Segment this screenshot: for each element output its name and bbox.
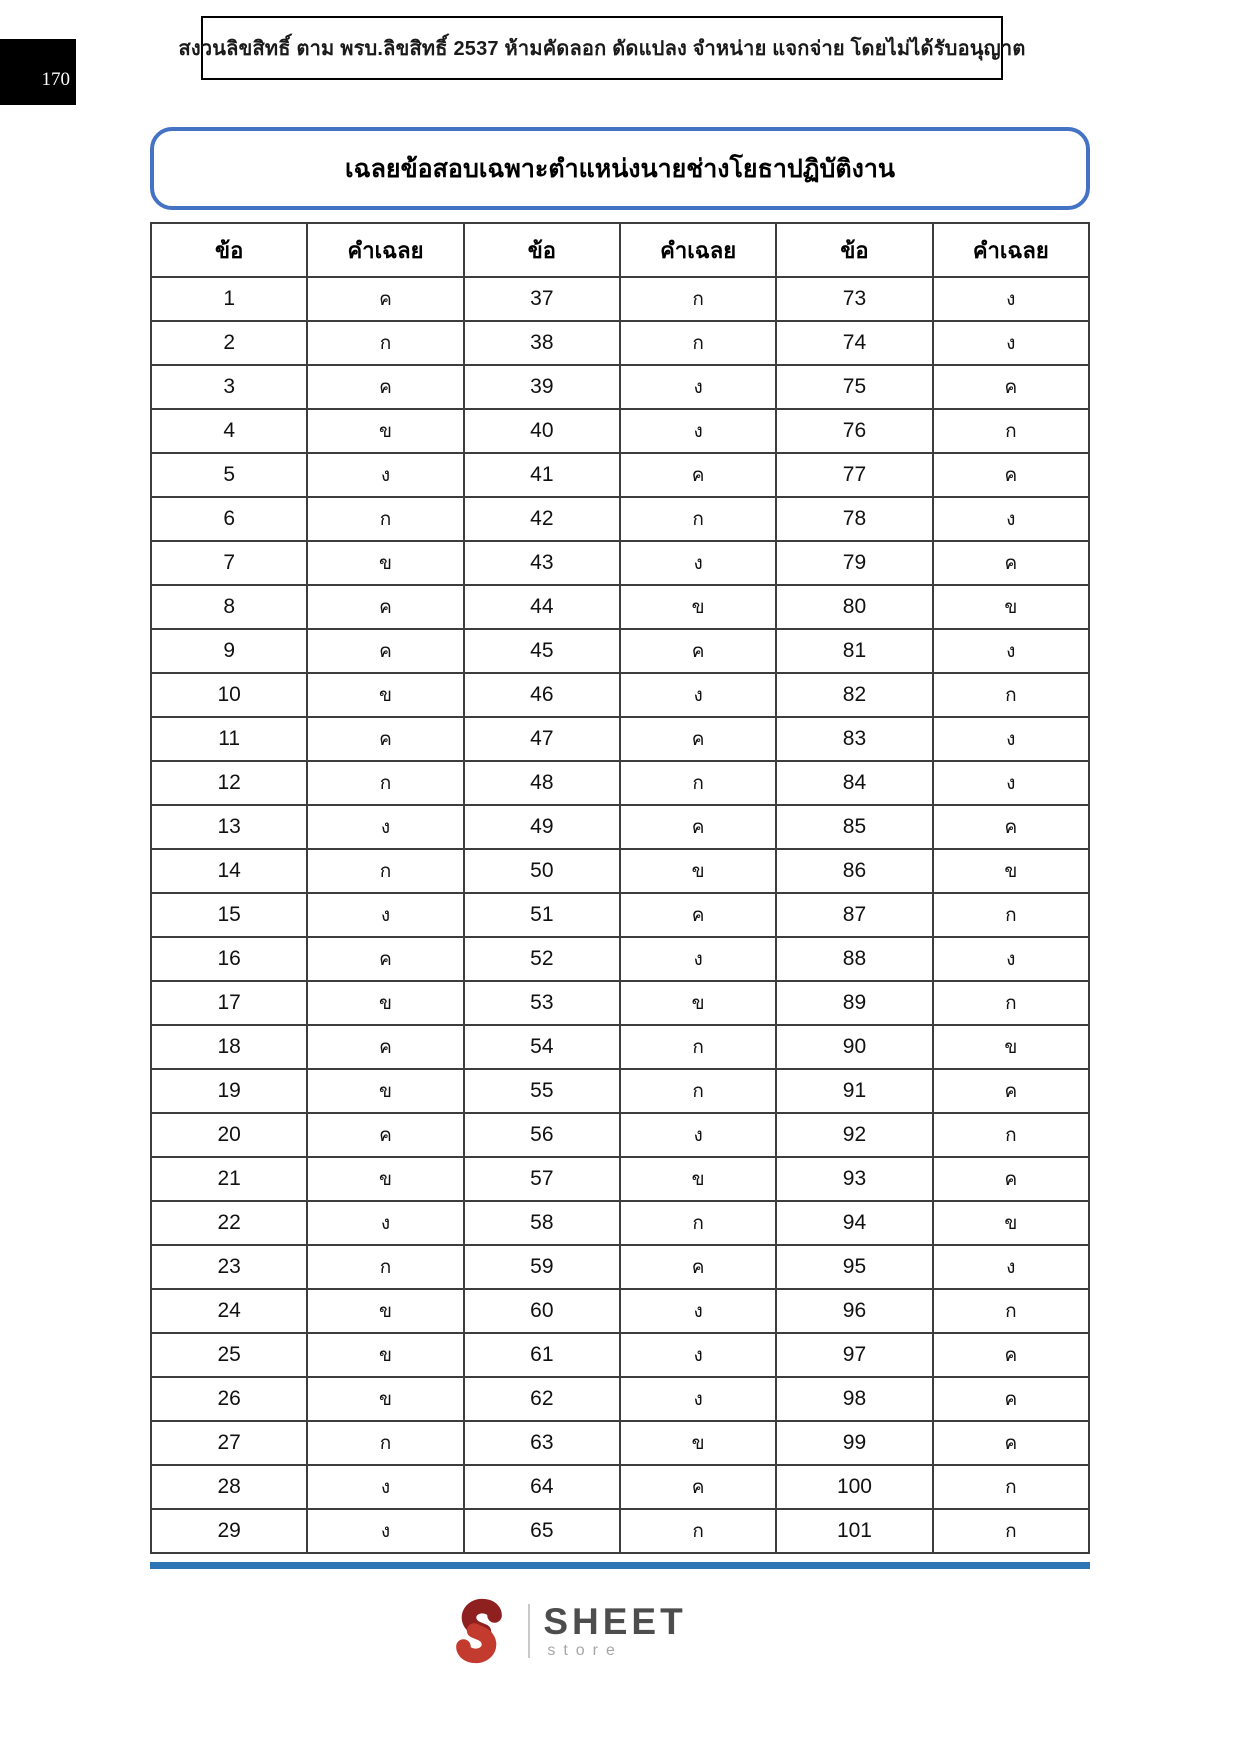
question-cell: 44: [464, 585, 620, 629]
answer-cell: ค: [933, 1333, 1089, 1377]
question-cell: 14: [151, 849, 307, 893]
question-cell: 8: [151, 585, 307, 629]
question-cell: 7: [151, 541, 307, 585]
answer-cell: ค: [933, 1377, 1089, 1421]
table-row: [151, 585, 1089, 629]
question-cell: 82: [776, 673, 932, 717]
question-cell: 5: [151, 453, 307, 497]
table-row: [151, 1245, 1089, 1289]
question-cell: 75: [776, 365, 932, 409]
copyright-notice-box: [178, 16, 1026, 80]
question-cell: 73: [776, 277, 932, 321]
answer-cell: ง: [620, 1377, 776, 1421]
table-row: [151, 1201, 1089, 1245]
question-cell: 92: [776, 1113, 932, 1157]
question-cell: 26: [151, 1377, 307, 1421]
page-title: เฉลยข้อสอบเฉพาะตำแหน่งนายช่างโยธาปฏิบัติงาน: [345, 154, 895, 183]
page-number: 170: [41, 69, 70, 90]
answer-cell: ค: [307, 1025, 463, 1069]
table-row: [151, 1289, 1089, 1333]
answer-cell: ข: [307, 541, 463, 585]
question-cell: 9: [151, 629, 307, 673]
answer-cell: ง: [307, 805, 463, 849]
answer-cell: ข: [933, 849, 1089, 893]
question-cell: 23: [151, 1245, 307, 1289]
answer-cell: ก: [620, 497, 776, 541]
table-row: [151, 1421, 1089, 1465]
table-row: [151, 673, 1089, 717]
answer-cell: ค: [307, 717, 463, 761]
question-cell: 83: [776, 717, 932, 761]
answer-cell: ง: [933, 321, 1089, 365]
question-cell: 98: [776, 1377, 932, 1421]
answer-cell: ง: [307, 1201, 463, 1245]
table-row: [151, 1509, 1089, 1553]
answer-cell: ค: [933, 1421, 1089, 1465]
answer-cell: ก: [307, 761, 463, 805]
question-cell: 49: [464, 805, 620, 849]
answer-cell: ก: [620, 321, 776, 365]
table-row: [151, 1333, 1089, 1377]
answer-cell: ง: [933, 1245, 1089, 1289]
answer-cell: ก: [307, 1245, 463, 1289]
answer-cell: ค: [620, 1465, 776, 1509]
question-cell: 96: [776, 1289, 932, 1333]
table-row: [151, 629, 1089, 673]
question-cell: 40: [464, 409, 620, 453]
question-cell: 58: [464, 1201, 620, 1245]
table-row: [151, 497, 1089, 541]
answer-cell: ค: [620, 805, 776, 849]
question-cell: 47: [464, 717, 620, 761]
answer-cell: ค: [307, 937, 463, 981]
logo-separator: [528, 1604, 530, 1658]
question-cell: 84: [776, 761, 932, 805]
answer-cell: ก: [307, 321, 463, 365]
answer-cell: ข: [933, 1025, 1089, 1069]
column-header: ข้อ: [151, 223, 307, 277]
answer-cell: ง: [620, 1333, 776, 1377]
question-cell: 85: [776, 805, 932, 849]
copyright-text: สงวนลิขสิทธิ์ ตาม พรบ.ลิขสิทธิ์ 2537 ห้ามคัดลอก ดัดแปลง จำหน่าย แจกจ่าย โดยไม่ได้รับอนุญาต: [178, 38, 1026, 60]
table-row: [151, 365, 1089, 409]
answer-cell: ค: [620, 1245, 776, 1289]
answer-cell: ง: [620, 1113, 776, 1157]
question-cell: 101: [776, 1509, 932, 1553]
answer-cell: ง: [620, 673, 776, 717]
question-cell: 53: [464, 981, 620, 1025]
answer-cell: ก: [933, 673, 1089, 717]
answer-cell: ค: [620, 453, 776, 497]
answer-cell: ก: [933, 893, 1089, 937]
question-cell: 28: [151, 1465, 307, 1509]
question-cell: 42: [464, 497, 620, 541]
question-cell: 43: [464, 541, 620, 585]
question-cell: 99: [776, 1421, 932, 1465]
table-row: [151, 893, 1089, 937]
brand-subtitle: store: [547, 1642, 623, 1659]
answer-cell: ข: [620, 849, 776, 893]
question-cell: 6: [151, 497, 307, 541]
answer-cell: ค: [933, 365, 1089, 409]
question-cell: 65: [464, 1509, 620, 1553]
answer-cell: ก: [933, 981, 1089, 1025]
question-cell: 3: [151, 365, 307, 409]
question-cell: 2: [151, 321, 307, 365]
answer-cell: ง: [933, 277, 1089, 321]
answer-cell: ค: [620, 893, 776, 937]
question-cell: 22: [151, 1201, 307, 1245]
question-cell: 19: [151, 1069, 307, 1113]
question-cell: 61: [464, 1333, 620, 1377]
question-cell: 100: [776, 1465, 932, 1509]
question-cell: 63: [464, 1421, 620, 1465]
question-cell: 12: [151, 761, 307, 805]
answer-cell: ก: [933, 409, 1089, 453]
question-cell: 56: [464, 1113, 620, 1157]
brand-text-block: [543, 1603, 686, 1659]
answer-cell: ข: [620, 1421, 776, 1465]
column-header: คำเฉลย: [620, 223, 776, 277]
answer-cell: ข: [307, 981, 463, 1025]
table-row: [151, 717, 1089, 761]
answer-cell: ข: [307, 1333, 463, 1377]
answer-cell: ข: [933, 1201, 1089, 1245]
title-box: [150, 127, 1090, 210]
answer-cell: ก: [620, 1509, 776, 1553]
question-cell: 15: [151, 893, 307, 937]
answer-cell: ง: [933, 497, 1089, 541]
answer-cell: ข: [307, 673, 463, 717]
answer-cell: ง: [933, 937, 1089, 981]
table-row: [151, 849, 1089, 893]
question-cell: 60: [464, 1289, 620, 1333]
question-cell: 79: [776, 541, 932, 585]
answer-cell: ง: [933, 629, 1089, 673]
column-header: ข้อ: [464, 223, 620, 277]
answer-cell: ค: [307, 629, 463, 673]
answer-cell: ง: [620, 409, 776, 453]
question-cell: 16: [151, 937, 307, 981]
column-header: คำเฉลย: [307, 223, 463, 277]
question-cell: 39: [464, 365, 620, 409]
table-row: [151, 1025, 1089, 1069]
question-cell: 51: [464, 893, 620, 937]
answer-cell: ข: [307, 1069, 463, 1113]
answer-cell: ก: [620, 761, 776, 805]
question-cell: 78: [776, 497, 932, 541]
question-cell: 13: [151, 805, 307, 849]
answer-cell: ข: [307, 409, 463, 453]
column-header: คำเฉลย: [933, 223, 1089, 277]
answer-cell: ค: [933, 1069, 1089, 1113]
answer-cell: ก: [307, 849, 463, 893]
question-cell: 94: [776, 1201, 932, 1245]
answer-cell: ก: [933, 1113, 1089, 1157]
table-row: [151, 453, 1089, 497]
answer-cell: ก: [620, 1025, 776, 1069]
table-row: [151, 805, 1089, 849]
answer-cell: ข: [620, 585, 776, 629]
answer-cell: ง: [620, 365, 776, 409]
question-cell: 62: [464, 1377, 620, 1421]
question-cell: 11: [151, 717, 307, 761]
question-cell: 91: [776, 1069, 932, 1113]
question-cell: 41: [464, 453, 620, 497]
answer-cell: ก: [620, 1201, 776, 1245]
answer-cell: ง: [307, 1465, 463, 1509]
table-row: [151, 409, 1089, 453]
question-cell: 64: [464, 1465, 620, 1509]
page-number-box: [0, 39, 76, 105]
answer-cell: ค: [933, 1157, 1089, 1201]
answer-cell: ง: [620, 541, 776, 585]
answer-cell: ง: [307, 453, 463, 497]
question-cell: 38: [464, 321, 620, 365]
table-row: [151, 1113, 1089, 1157]
question-cell: 97: [776, 1333, 932, 1377]
sheet-store-logo-icon: [443, 1595, 515, 1667]
answer-cell: ก: [307, 1421, 463, 1465]
question-cell: 88: [776, 937, 932, 981]
table-row: [151, 1465, 1089, 1509]
answer-cell: ค: [620, 629, 776, 673]
question-cell: 48: [464, 761, 620, 805]
question-cell: 87: [776, 893, 932, 937]
question-cell: 18: [151, 1025, 307, 1069]
answer-cell: ค: [307, 1113, 463, 1157]
column-header: ข้อ: [776, 223, 932, 277]
question-cell: 86: [776, 849, 932, 893]
question-cell: 57: [464, 1157, 620, 1201]
question-cell: 10: [151, 673, 307, 717]
page-content: [150, 127, 1090, 1667]
table-row: [151, 321, 1089, 365]
answer-cell: ง: [620, 937, 776, 981]
answer-cell: ก: [307, 497, 463, 541]
answer-cell: ข: [307, 1289, 463, 1333]
question-cell: 55: [464, 1069, 620, 1113]
answer-cell: ค: [307, 277, 463, 321]
table-row: [151, 1157, 1089, 1201]
table-row: [151, 277, 1089, 321]
question-cell: 89: [776, 981, 932, 1025]
answer-cell: ค: [307, 365, 463, 409]
question-cell: 29: [151, 1509, 307, 1553]
answer-cell: ก: [933, 1509, 1089, 1553]
table-row: [151, 981, 1089, 1025]
table-row: [151, 1377, 1089, 1421]
table-body: [151, 277, 1089, 1553]
table-row: [151, 1069, 1089, 1113]
question-cell: 74: [776, 321, 932, 365]
question-cell: 46: [464, 673, 620, 717]
question-cell: 20: [151, 1113, 307, 1157]
table-row: [151, 937, 1089, 981]
question-cell: 52: [464, 937, 620, 981]
question-cell: 45: [464, 629, 620, 673]
answer-cell: ข: [307, 1157, 463, 1201]
question-cell: 76: [776, 409, 932, 453]
question-cell: 81: [776, 629, 932, 673]
question-cell: 24: [151, 1289, 307, 1333]
answer-cell: ง: [620, 1289, 776, 1333]
question-cell: 90: [776, 1025, 932, 1069]
answer-cell: ก: [620, 1069, 776, 1113]
answer-cell: ก: [933, 1465, 1089, 1509]
answer-cell: ข: [933, 585, 1089, 629]
question-cell: 37: [464, 277, 620, 321]
question-cell: 4: [151, 409, 307, 453]
answer-cell: ค: [933, 453, 1089, 497]
brand-name: SHEET: [543, 1601, 687, 1642]
question-cell: 25: [151, 1333, 307, 1377]
answer-cell: ง: [307, 893, 463, 937]
question-cell: 93: [776, 1157, 932, 1201]
answer-cell: ก: [620, 277, 776, 321]
answer-cell: ข: [620, 1157, 776, 1201]
answer-cell: ก: [933, 1289, 1089, 1333]
question-cell: 77: [776, 453, 932, 497]
answer-cell: ค: [933, 541, 1089, 585]
question-cell: 1: [151, 277, 307, 321]
table-header-row: [151, 223, 1089, 277]
answer-key-table: [150, 222, 1090, 1554]
answer-cell: ง: [307, 1509, 463, 1553]
table-row: [151, 761, 1089, 805]
answer-cell: ง: [933, 761, 1089, 805]
question-cell: 50: [464, 849, 620, 893]
answer-cell: ค: [307, 585, 463, 629]
question-cell: 21: [151, 1157, 307, 1201]
question-cell: 59: [464, 1245, 620, 1289]
answer-cell: ง: [933, 717, 1089, 761]
answer-cell: ค: [933, 805, 1089, 849]
footer-divider-line: [150, 1562, 1090, 1569]
answer-cell: ค: [620, 717, 776, 761]
question-cell: 54: [464, 1025, 620, 1069]
answer-cell: ข: [307, 1377, 463, 1421]
question-cell: 27: [151, 1421, 307, 1465]
footer-logo: [95, 1595, 1035, 1667]
question-cell: 17: [151, 981, 307, 1025]
table-row: [151, 541, 1089, 585]
question-cell: 80: [776, 585, 932, 629]
question-cell: 95: [776, 1245, 932, 1289]
answer-cell: ข: [620, 981, 776, 1025]
